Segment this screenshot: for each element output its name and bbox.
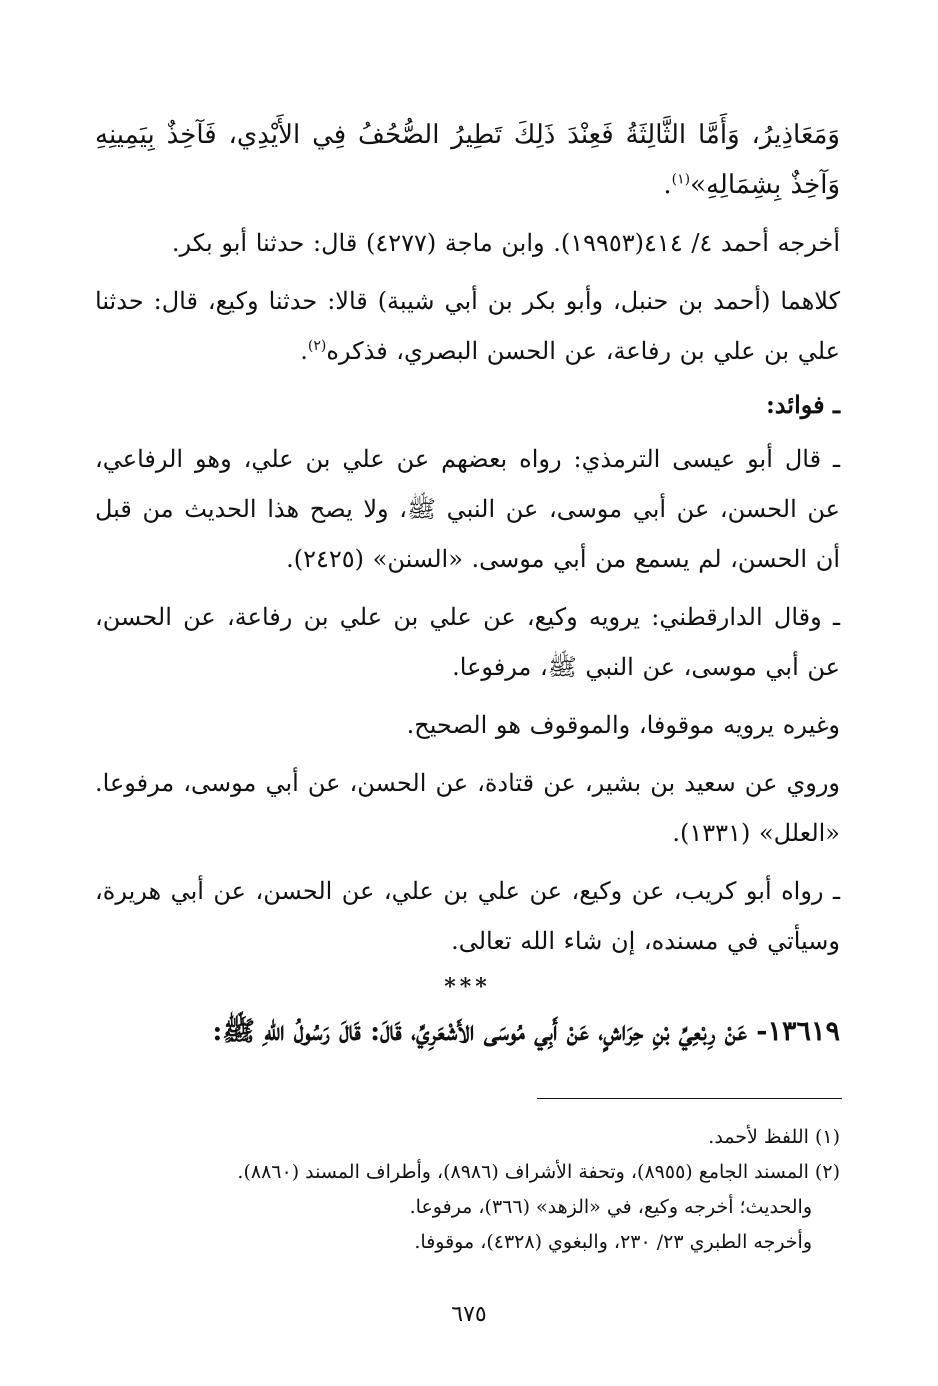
fawaid-heading: ـ فوائد: <box>765 390 840 419</box>
hadith-13619: ١٣٦١٩- عَنْ رِبْعِيِّ بْنِ حِرَاشٍ، عَنْ أَبِي مُوسَى الأَشْعَرِيِّ، قَالَ: قَالَ رَسُولُ اللهِ ﷺ: <box>212 1016 840 1047</box>
page-number: ٦٧٥ <box>451 1302 487 1327</box>
abu-kurayb-paragraph: ـ رواه أبو كريب، عن وكيع، عن علي بن علي، عن الحسن، عن أبي هريرة، وسيأتي في مسنده، إن شاء الله تعالى. <box>95 877 840 955</box>
footnote-1: (١) اللفظ لأحمد. <box>708 1126 840 1148</box>
chain-text: كلاهما (أحمد بن حنبل، وأبو بكر بن أبي شيبة) قالا: حدثنا وكيع، قال: حدثنا علي بن علي بن رفاعة، عن الحسن البصري، فذكره <box>95 287 840 365</box>
footnote-ref-2: (٢) <box>307 338 327 354</box>
mawquf-paragraph: وغيره يرويه موقوفا، والموقوف هو الصحيح. <box>406 711 840 739</box>
ruwiya-paragraph: وروي عن سعيد بن بشير، عن قتادة، عن الحسن، عن أبي موسى، مرفوعا. «العلل» (١٣٣١). <box>95 769 840 847</box>
daraqutni-paragraph: ـ وقال الدارقطني: يرويه وكيع، عن علي بن علي بن رفاعة، عن الحسن، عن أبي موسى، عن النبي ﷺ، مرفوعا. <box>95 603 840 681</box>
footnote-2-zuhd: والحديث؛ أخرجه وكيع، في «الزهد» (٣٦٦)، مرفوعا. <box>409 1196 812 1218</box>
footnote-2-tabari: وأخرجه الطبري ٢٣/ ٢٣٠، والبغوي (٤٣٢٨)، موقوفا. <box>414 1231 812 1253</box>
hadith-ending-paragraph: وَمَعَاذِيرُ، وَأَمَّا الثَّالِثَةُ فَعِنْدَ ذَلِكَ تَطِيرُ الصُّحُفُ فِي الأَيْدِي، فَآخِذٌ بِيَمِينِهِ وَآخِذٌ بِشِمَالِهِ»$^{(١)}$. <box>95 120 840 200</box>
hadith-ending-text: وَمَعَاذِيرُ، وَأَمَّا الثَّالِثَةُ فَعِنْدَ ذَلِكَ تَطِيرُ الصُّحُفُ فِي الأَيْدِي، فَآخِذٌ بِيَمِينِهِ وَآخِذٌ بِشِمَالِهِ» <box>95 120 840 200</box>
footnote-ref-1: (١) <box>671 171 691 188</box>
section-separator: *** <box>444 974 491 1000</box>
footnotes-block <box>95 1122 840 1262</box>
tirmidhi-paragraph: ـ قال أبو عيسى الترمذي: رواه بعضهم عن علي بن علي، وهو الرفاعي، عن الحسن، عن أبي موسى، عن النبي ﷺ، ولا يصح هذا الحديث من قبل أن الحسن، لم يسمع من أبي موسى. «السنن» (٢٤٢٥). <box>95 445 840 573</box>
takhrij-paragraph: أخرجه أحمد ٤/ ٤١٤(١٩٩٥٣). وابن ماجة (٤٢٧٧) قال: حدثنا أبو بكر. <box>171 229 840 257</box>
chain-paragraph: كلاهما (أحمد بن حنبل، وأبو بكر بن أبي شيبة) قالا: حدثنا وكيع، قال: حدثنا علي بن علي بن رفاعة، عن الحسن البصري، فذكره$^{(٢)}$. <box>95 287 840 365</box>
footnote-divider <box>537 1098 842 1099</box>
footnote-2: (٢) المسند الجامع (٨٩٥٥)، وتحفة الأشراف (٨٩٨٦)، وأطراف المسند (٨٨٦٠). <box>237 1161 840 1183</box>
